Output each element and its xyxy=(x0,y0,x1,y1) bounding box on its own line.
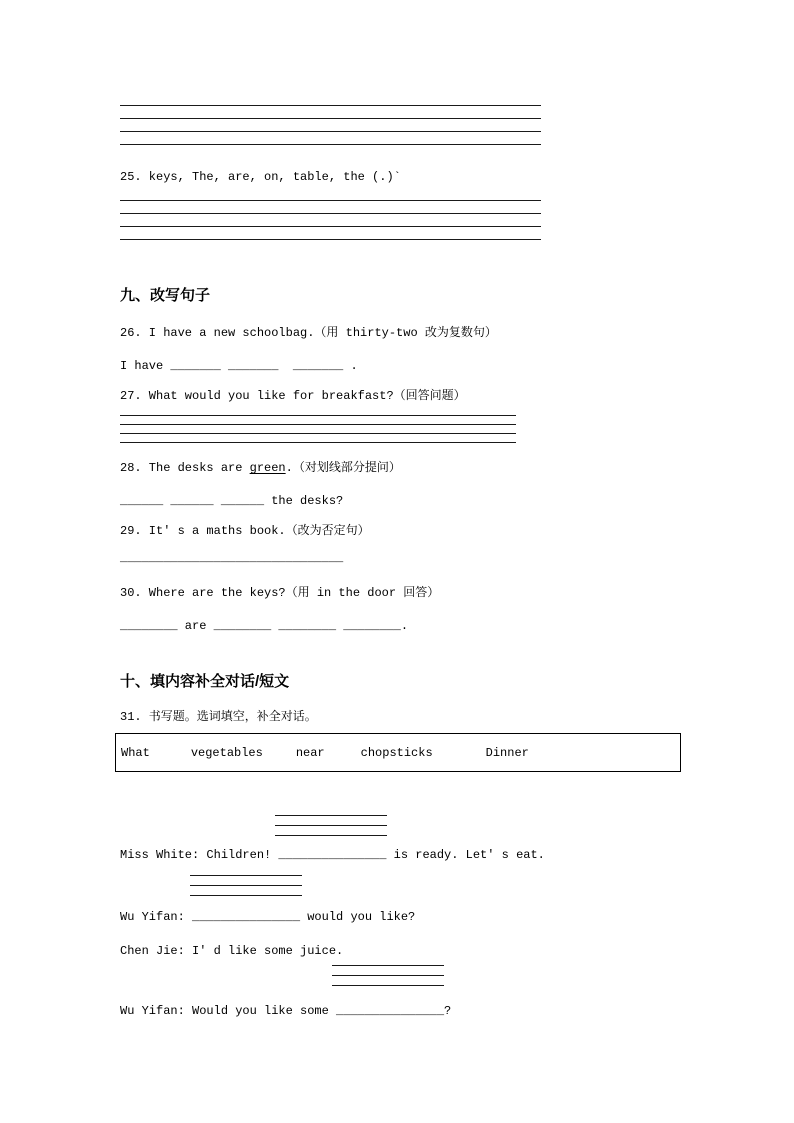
writing-line xyxy=(120,119,541,132)
writing-line xyxy=(332,976,444,986)
writing-line xyxy=(120,201,541,214)
question-30: 30. Where are the keys?（用 in the door 回答） xyxy=(120,586,440,600)
word-bank-item: What xyxy=(121,745,150,760)
word-bank-item: vegetables xyxy=(190,745,263,760)
dialogue-line-chen-jie: Chen Jie: I' d like some juice. xyxy=(120,944,344,958)
writing-line xyxy=(120,416,516,425)
writing-line xyxy=(120,227,541,240)
question-28-underlined-word: green xyxy=(249,461,286,475)
writing-line xyxy=(120,434,516,443)
word-bank-item: chopsticks xyxy=(360,745,433,760)
writing-grid-2 xyxy=(190,875,302,896)
writing-line xyxy=(120,425,516,434)
question-31: 31. 书写题。选词填空，补全对话。 xyxy=(120,710,317,724)
writing-line xyxy=(275,816,387,826)
writing-line xyxy=(275,826,387,836)
question-29-answer-blank: _______________________________ xyxy=(120,551,344,565)
question-25: 25. keys, The, are, on, table, the (.)` xyxy=(120,170,401,184)
question-28-suffix: .（对划线部分提问） xyxy=(285,461,401,475)
question-27: 27. What would you like for breakfast?（回答问题） xyxy=(120,389,466,403)
writing-lines-group-3 xyxy=(120,415,516,443)
dialogue-line-wu-yifan-2: Wu Yifan: Would you like some _______________? xyxy=(120,1004,452,1018)
writing-line xyxy=(120,106,541,119)
writing-lines-group-2 xyxy=(120,200,541,240)
question-26-answer-blanks: I have _______ _______ _______ . xyxy=(120,359,358,373)
writing-line xyxy=(190,886,302,896)
writing-grid-1 xyxy=(275,815,387,836)
writing-line xyxy=(332,966,444,976)
section-9-heading: 九、改写句子 xyxy=(120,287,211,304)
dialogue-line-miss-white: Miss White: Children! _______________ is ready. Let' s eat. xyxy=(120,848,545,862)
question-28-prefix: 28. The desks are xyxy=(120,461,250,475)
writing-line xyxy=(120,132,541,145)
question-29: 29. It' s a maths book.（改为否定句） xyxy=(120,524,370,538)
section-10-heading: 十、填内容补全对话/短文 xyxy=(120,673,290,690)
question-30-answer-blanks: ________ are ________ ________ ________. xyxy=(120,619,409,633)
word-bank-item: near xyxy=(295,745,325,760)
word-bank-item: Dinner xyxy=(485,745,529,760)
word-bank-box xyxy=(115,733,681,772)
dialogue-line-wu-yifan-1: Wu Yifan: _______________ would you like? xyxy=(120,910,416,924)
writing-line xyxy=(120,214,541,227)
question-26: 26. I have a new schoolbag.（用 thirty-two 改为复数句） xyxy=(120,326,497,340)
writing-grid-3 xyxy=(332,965,444,986)
question-28 xyxy=(120,458,684,478)
writing-lines-group-1 xyxy=(120,105,541,145)
question-28-answer-blanks: ______ ______ ______ the desks? xyxy=(120,494,344,508)
writing-line xyxy=(190,876,302,886)
